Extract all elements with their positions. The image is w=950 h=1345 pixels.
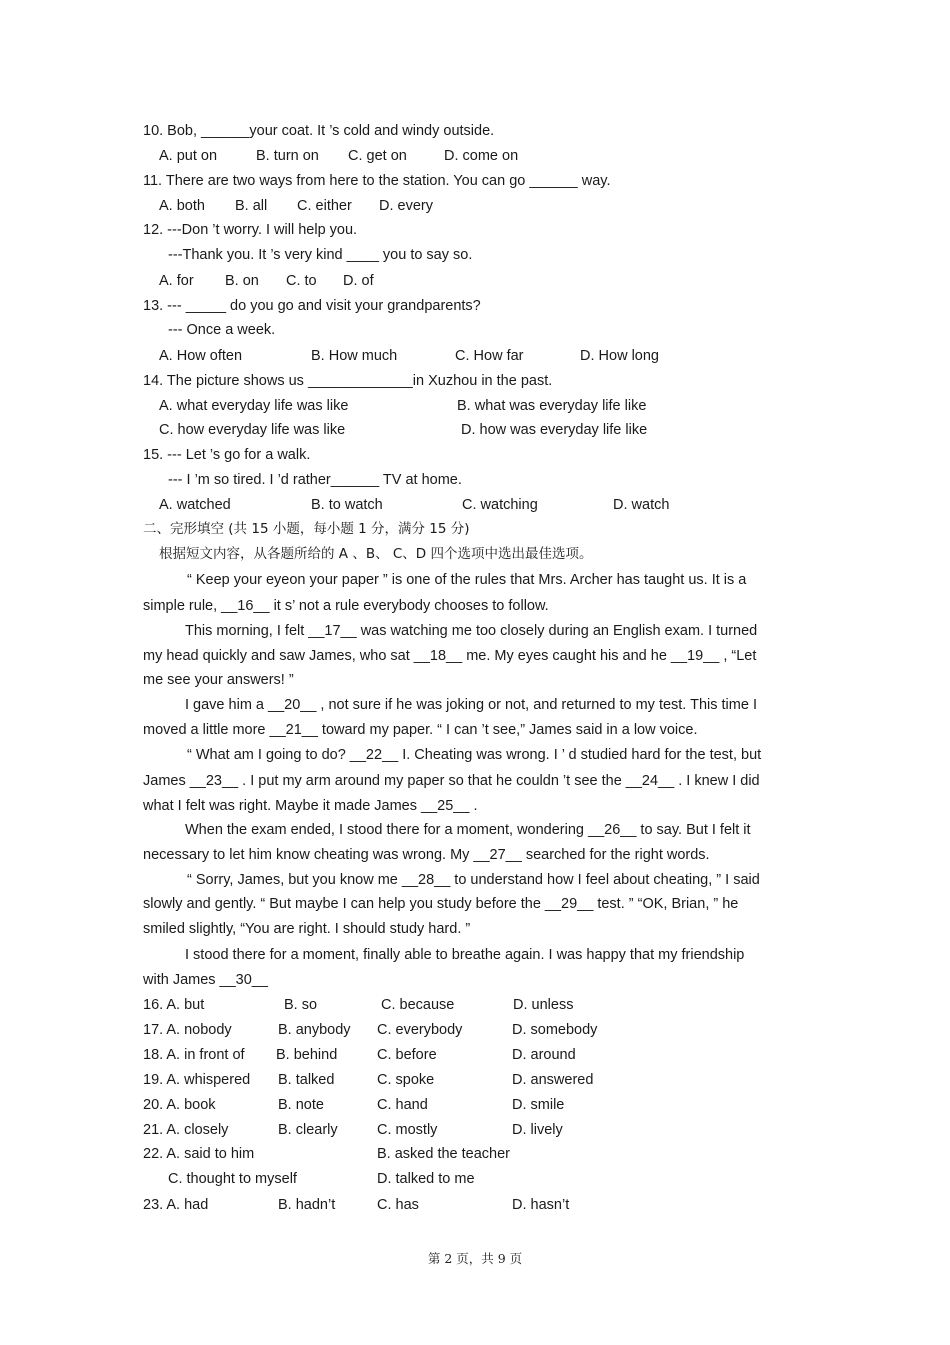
option: C. either: [297, 198, 352, 214]
answer-option: C. mostly: [377, 1122, 438, 1138]
answer-option: B. asked the teacher: [377, 1146, 510, 1162]
section-instructions: 根据短文内容，从各题所给的 A 、B、 C、D 四个选项中选出最佳选项。: [159, 546, 593, 562]
answer-option: C. has: [377, 1197, 419, 1213]
section-heading: 二、完形填空 (共 15 小题，每小题 1 分，满分 15 分): [143, 521, 470, 537]
option: D. every: [379, 198, 433, 214]
answer-option: D. unless: [513, 997, 574, 1013]
passage-line: “ What am I going to do? __22__ I. Cheating was wrong. I ’ d studied hard for the test, but: [187, 747, 762, 763]
answer-option: 17. A. nobody: [143, 1022, 232, 1038]
question-14: 14. The picture shows us _____________in Xuzhou in the past.: [143, 373, 553, 389]
option: C. get on: [348, 148, 407, 164]
answer-option: D. smile: [512, 1097, 565, 1113]
option: D. come on: [444, 148, 519, 164]
answer-option: 23. A. had: [143, 1197, 209, 1213]
passage-line: my head quickly and saw James, who sat __18__ me. My eyes caught his and he __19__ , “Let: [143, 648, 757, 664]
question-13-reply: --- Once a week.: [168, 322, 276, 338]
passage-line: I gave him a __20__ , not sure if he was joking or not, and returned to my test. This time I: [185, 697, 757, 713]
option: D. watch: [613, 497, 670, 513]
passage-line: I stood there for a moment, finally able to breathe again. I was happy that my friendship: [185, 947, 745, 963]
option: A. How often: [159, 348, 243, 364]
option: C. How far: [455, 348, 524, 364]
answer-option: C. because: [381, 997, 455, 1013]
answer-option: 20. A. book: [143, 1097, 216, 1113]
question-12-reply: ---Thank you. It ’s very kind ____ you to say so.: [168, 247, 473, 263]
option: C. to: [286, 273, 317, 289]
answer-option: D. somebody: [512, 1022, 598, 1038]
answer-option: D. lively: [512, 1122, 563, 1138]
option: A. watched: [159, 497, 231, 513]
passage-line: with James __30__: [143, 972, 268, 988]
question-15: 15. --- Let ’s go for a walk.: [143, 447, 311, 463]
option: B. all: [235, 198, 268, 214]
answer-option: 16. A. but: [143, 997, 205, 1013]
passage-line: When the exam ended, I stood there for a moment, wondering __26__ to say. But I felt it: [185, 822, 751, 838]
option: A. what everyday life was like: [159, 398, 349, 414]
passage-line: “ Sorry, James, but you know me __28__ to understand how I feel about cheating, ” I said: [187, 872, 760, 888]
answer-option: D. around: [512, 1047, 576, 1063]
option: D. How long: [580, 348, 659, 364]
option: B. to watch: [311, 497, 383, 513]
passage-line: me see your answers! ”: [143, 672, 294, 688]
answer-option: B. so: [284, 997, 318, 1013]
answer-option: D. answered: [512, 1072, 594, 1088]
answer-option: C. hand: [377, 1097, 428, 1113]
passage-line: slowly and gently. “ But maybe I can help you study before the __29__ test. ” “OK, Brian, ” he: [143, 896, 739, 912]
answer-option: 21. A. closely: [143, 1122, 229, 1138]
question-13: 13. --- _____ do you go and visit your grandparents?: [143, 298, 481, 314]
passage-line: James __23__ . I put my arm around my paper so that he couldn ’t see the __24__ . I knew I did: [143, 773, 760, 789]
question-15-reply: --- I ’m so tired. I ’d rather______ TV at home.: [168, 472, 462, 488]
question-12: 12. ---Don ’t worry. I will help you.: [143, 222, 358, 238]
option: B. on: [225, 273, 259, 289]
passage-line: “ Keep your eyeon your paper ” is one of the rules that Mrs. Archer has taught us. It is a: [187, 572, 747, 588]
option: B. turn on: [256, 148, 319, 164]
question-11: 11. There are two ways from here to the station. You can go ______ way.: [143, 173, 611, 189]
answer-option: C. before: [377, 1047, 437, 1063]
option: D. how was everyday life like: [461, 422, 648, 438]
option: A. put on: [159, 148, 218, 164]
option: C. watching: [462, 497, 538, 513]
passage-line: moved a little more __21__ toward my paper. “ I can ’t see,” James said in a low voice.: [143, 722, 698, 738]
answer-option: B. talked: [278, 1072, 335, 1088]
answer-option: B. hadn’t: [278, 1197, 336, 1213]
answer-option: B. clearly: [278, 1122, 338, 1138]
option: D. of: [343, 273, 374, 289]
answer-option: B. anybody: [278, 1022, 351, 1038]
passage-line: necessary to let him know cheating was wrong. My __27__ searched for the right words.: [143, 847, 710, 863]
answer-option: C. everybody: [377, 1022, 463, 1038]
answer-option: B. note: [278, 1097, 324, 1113]
answer-option: 19. A. whispered: [143, 1072, 251, 1088]
passage-line: simple rule, __16__ it s’ not a rule everybody chooses to follow.: [143, 598, 549, 614]
option: B. How much: [311, 348, 398, 364]
page-footer: 第 2 页，共 9 页: [427, 1251, 523, 1266]
answer-option: D. talked to me: [377, 1171, 475, 1187]
passage-line: smiled slightly, “You are right. I should study hard. ”: [143, 921, 471, 937]
passage-line: what I felt was right. Maybe it made James __25__ .: [143, 798, 478, 814]
answer-option: B. behind: [276, 1047, 338, 1063]
answer-option: 18. A. in front of: [143, 1047, 245, 1063]
option: C. how everyday life was like: [159, 422, 346, 438]
answer-option: D. hasn’t: [512, 1197, 570, 1213]
answer-option: C. spoke: [377, 1072, 435, 1088]
option: A. for: [159, 273, 194, 289]
option: B. what was everyday life like: [457, 398, 647, 414]
answer-option: 22. A. said to him: [143, 1146, 255, 1162]
answer-option: C. thought to myself: [168, 1171, 297, 1187]
passage-line: This morning, I felt __17__ was watching me too closely during an English exam. I turned: [185, 623, 758, 639]
question-10: 10. Bob, ______your coat. It ’s cold and windy outside.: [143, 123, 495, 139]
option: A. both: [159, 198, 205, 214]
